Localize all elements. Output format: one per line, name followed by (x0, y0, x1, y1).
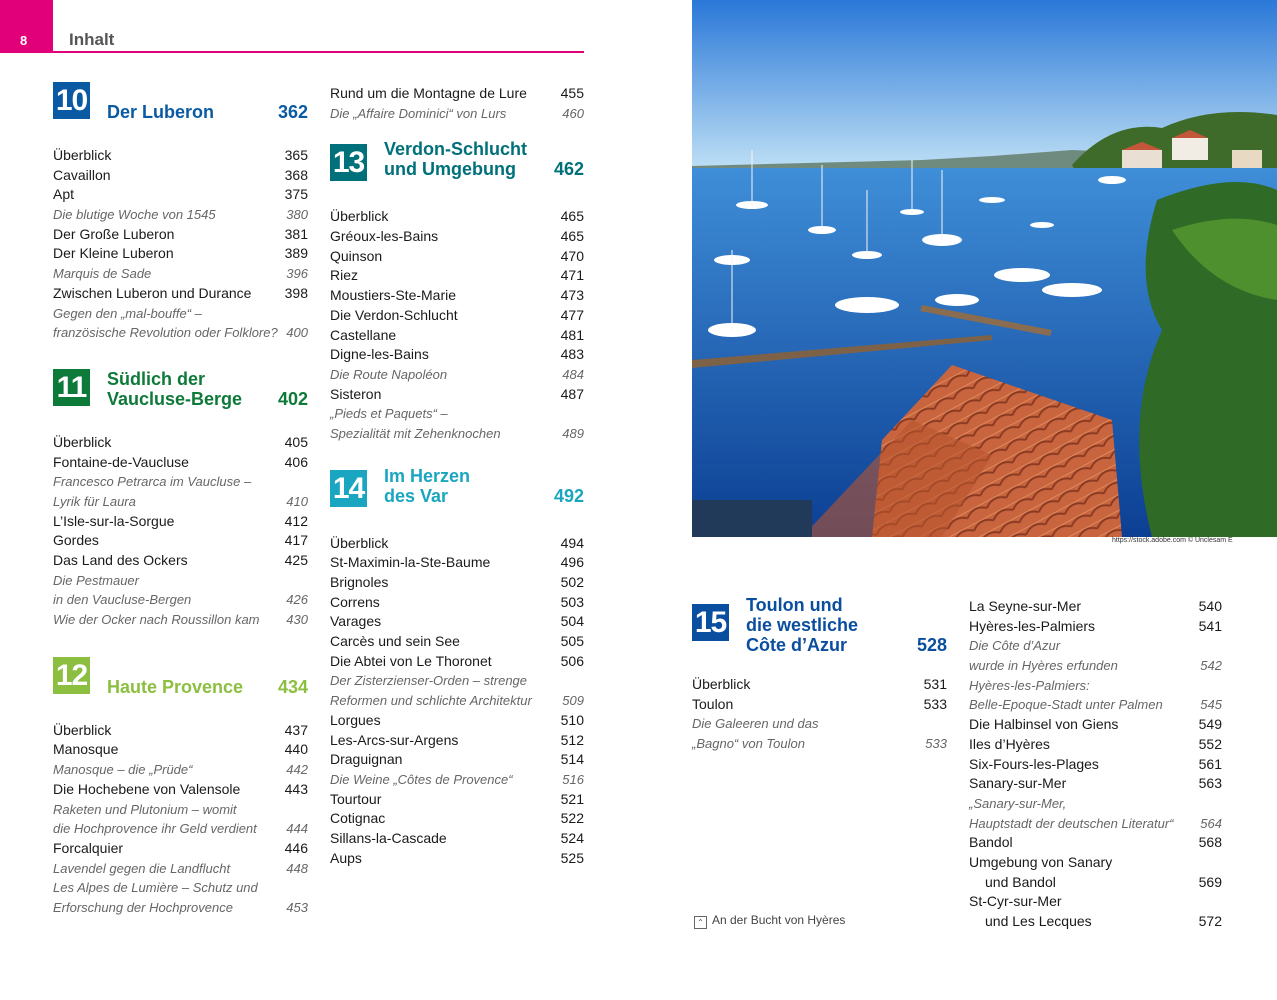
entry-page: 471 (560, 267, 584, 284)
entry-page: 489 (562, 425, 584, 441)
entry-label: Forcalquier (53, 839, 124, 856)
entry-label: Fontaine-de-Vaucluse (53, 453, 189, 470)
entry-page: 494 (560, 534, 584, 551)
entry-label: Toulon (692, 695, 734, 712)
entry-label: wurde in Hyères erfunden (969, 658, 1118, 674)
entry-page: 522 (560, 810, 584, 827)
entry-label: „Pieds et Paquets“ – (330, 406, 448, 422)
toc-entry[interactable] (53, 205, 308, 225)
toc-entry[interactable] (53, 740, 308, 760)
entry-page: 365 (284, 147, 308, 163)
entry-page: 473 (560, 287, 584, 304)
entry-label: Cotignac (330, 810, 386, 827)
entry-page: 496 (560, 554, 584, 571)
toc-entry[interactable] (969, 695, 1222, 715)
entry-page: 545 (1200, 697, 1222, 713)
toc-entry[interactable] (53, 819, 308, 839)
entry-label: Überblick (53, 147, 112, 163)
entry-page: 465 (560, 208, 584, 225)
entry-label: Die Verdon-Schlucht (330, 306, 458, 323)
toc-entry[interactable] (53, 859, 308, 879)
toc-entry[interactable] (692, 734, 947, 754)
entry-label: Iles d’Hyères (969, 735, 1050, 752)
toc-entry[interactable] (53, 800, 308, 820)
toc-entry[interactable] (330, 104, 584, 124)
toc-entry[interactable] (330, 711, 584, 731)
page-number: 8 (20, 33, 28, 48)
entry-label: Quinson (330, 247, 383, 264)
toc-entry[interactable] (330, 849, 584, 869)
toc-entry[interactable] (969, 814, 1222, 834)
entry-label: „Sanary-sur-Mer, (969, 795, 1067, 811)
entry-label: Die Pestmauer (53, 572, 139, 588)
entry-label: Lorgues (330, 711, 381, 728)
toc-column-1 (53, 82, 308, 918)
entry-label: Bandol (969, 834, 1013, 851)
chapter-number-badge: 15 (692, 604, 729, 641)
entry-label: Die Côte d’Azur (969, 638, 1061, 654)
entry-page: 516 (562, 771, 584, 787)
chapter-number-badge: 11 (53, 369, 90, 406)
entry-label: Hyères-les-Palmiers: (969, 677, 1090, 693)
entry-label: Tourtour (330, 790, 382, 807)
toc-entry[interactable] (330, 632, 584, 652)
entry-label: Correns (330, 593, 380, 610)
entry-page: 446 (284, 839, 308, 856)
toc-entry[interactable] (330, 573, 584, 593)
chapter-page: 402 (277, 388, 308, 409)
entry-page: 572 (1198, 913, 1222, 929)
entry-page: 477 (560, 306, 584, 323)
entry-label: Die „Affaire Dominici“ von Lurs (330, 105, 507, 121)
entry-page: 531 (923, 676, 947, 692)
entry-label: Belle-Epoque-Stadt unter Palmen (969, 697, 1163, 713)
entry-label: Francesco Petrarca im Vaucluse – (53, 474, 252, 490)
entry-page: 524 (560, 829, 584, 846)
toc-entry[interactable] (969, 656, 1222, 676)
entry-label: Das Land des Ockers (53, 552, 188, 568)
entry-page: 440 (284, 741, 308, 758)
entry-page: 484 (562, 366, 584, 382)
entry-page: 465 (560, 228, 584, 245)
entry-label: „Bagno“ von Toulon (692, 736, 805, 752)
toc-entry[interactable] (53, 551, 308, 571)
entry-label: Brignoles (330, 574, 389, 590)
chapter-title: Haute Provence (107, 676, 244, 697)
toc-entry[interactable] (330, 553, 584, 573)
entry-page: 509 (562, 693, 584, 709)
entry-label: Erforschung der Hochprovence (53, 899, 233, 915)
entry-label: Überblick (330, 534, 389, 551)
toc-entry[interactable] (330, 671, 584, 691)
entry-label: und Bandol (985, 873, 1056, 890)
entry-page: 563 (1198, 775, 1222, 792)
toc-entry[interactable] (53, 610, 308, 630)
entry-label: Manosque (53, 741, 119, 758)
toc-entry[interactable] (53, 571, 308, 591)
entry-page: 487 (560, 385, 584, 402)
toc-entry[interactable] (330, 345, 584, 365)
toc-entry[interactable] (330, 207, 584, 227)
entry-label: Moustiers-Ste-Marie (330, 287, 457, 304)
entry-page: 569 (1198, 873, 1222, 890)
entry-label: Gegen den „mal-bouffe“ – (53, 305, 202, 321)
entry-list (330, 84, 584, 123)
chapter-title: Toulon und die westliche Côte d’Azur (746, 595, 859, 655)
entry-page: 442 (286, 762, 308, 778)
entry-page: 564 (1200, 815, 1222, 831)
entry-page: 448 (286, 860, 308, 876)
chapter-13-heading[interactable] (330, 139, 584, 195)
entry-label: Reformen und schlichte Architektur (330, 693, 532, 709)
toc-entry[interactable] (969, 853, 1222, 873)
entry-page: 455 (560, 85, 584, 101)
chapter-10-heading[interactable] (53, 82, 308, 134)
chapter-title: Im Herzen des Var (384, 465, 471, 506)
toc-entry[interactable] (53, 512, 308, 532)
entry-page: 426 (286, 592, 308, 608)
entry-label: Sillans-la-Cascade (330, 829, 447, 846)
toc-entry[interactable] (330, 84, 584, 104)
entry-page: 525 (560, 849, 584, 866)
entry-label: Sanary-sur-Mer (969, 775, 1067, 792)
toc-entry[interactable] (330, 809, 584, 829)
toc-entry[interactable] (53, 225, 308, 245)
entry-page: 505 (560, 633, 584, 650)
entry-label: Rund um die Montagne de Lure (330, 85, 527, 101)
entry-label: die Hochprovence ihr Geld verdient (53, 821, 257, 837)
toc-entry[interactable] (53, 878, 308, 898)
toc-entry[interactable] (53, 760, 308, 780)
harbor-photo (692, 0, 1277, 537)
entry-label: Les-Arcs-sur-Argens (330, 731, 459, 748)
entry-label: St-Cyr-sur-Mer (969, 893, 1062, 910)
entry-list (692, 675, 947, 754)
entry-page: 561 (1198, 755, 1222, 772)
entry-label: Varages (330, 613, 382, 630)
entry-label: Der Große Luberon (53, 225, 175, 242)
entry-label: Überblick (330, 208, 389, 225)
entry-page: 503 (560, 593, 584, 610)
entry-page: 380 (286, 207, 308, 223)
toc-entry[interactable] (969, 597, 1222, 617)
entry-page: 425 (284, 552, 308, 568)
chapter-page: 362 (277, 102, 308, 122)
toc-entry[interactable] (969, 755, 1222, 775)
entry-label: Aups (330, 849, 362, 866)
entry-page: 504 (560, 613, 584, 630)
toc-entry[interactable] (53, 264, 308, 284)
toc-column-3 (692, 595, 947, 754)
entry-label: Les Alpes de Lumière – Schutz und (53, 880, 258, 896)
toc-entry[interactable] (53, 323, 308, 343)
entry-label: Zwischen Luberon und Durance (53, 284, 252, 301)
toc-entry[interactable] (330, 593, 584, 613)
entry-label: Die Galeeren und das (692, 716, 819, 732)
toc-entry[interactable] (330, 829, 584, 849)
toc-entry[interactable] (330, 790, 584, 810)
entry-label: Die Route Napoléon (330, 366, 448, 382)
toc-entry[interactable] (53, 304, 308, 324)
entry-label: Raketen und Plutonium – womit (53, 801, 237, 817)
toc-entry[interactable] (53, 780, 308, 800)
toc-entry[interactable] (330, 404, 584, 424)
entry-label: Sisteron (330, 385, 382, 402)
entry-page: 542 (1200, 658, 1222, 674)
entry-label: Digne-les-Bains (330, 346, 429, 363)
entry-label: Spezialität mit Zehenknochen (330, 425, 501, 441)
entry-label: französische Revolution oder Folklore? (53, 325, 278, 341)
entry-label: Gordes (53, 532, 99, 549)
header-title: Inhalt (69, 30, 115, 49)
entry-page: 540 (1198, 598, 1222, 614)
entry-page: 568 (1198, 834, 1222, 851)
toc-entry[interactable] (969, 735, 1222, 755)
toc-entry[interactable] (330, 247, 584, 267)
entry-label: L’Isle-sur-la-Sorgue (53, 512, 175, 529)
entry-label: Draguignan (330, 751, 403, 768)
entry-page: 552 (1198, 735, 1222, 752)
entry-label: Cavaillon (53, 166, 111, 183)
chapter-11-heading[interactable] (53, 369, 308, 421)
entry-page: 460 (562, 105, 584, 121)
entry-label: Lyrik für Laura (53, 493, 136, 509)
entry-page: 412 (284, 512, 308, 529)
toc-entry[interactable] (53, 244, 308, 264)
entry-page: 481 (560, 326, 584, 343)
toc-entry[interactable] (330, 286, 584, 306)
header-rule (53, 51, 584, 53)
chapter-title: Südlich der Vaucluse-Berge (107, 368, 243, 409)
entry-label: und Les Lecques (985, 913, 1092, 929)
entry-label: Wie der Ocker nach Roussillon kam (53, 612, 260, 628)
entry-label: St-Maximin-la-Ste-Baume (330, 554, 491, 571)
toc-entry[interactable] (330, 266, 584, 286)
toc-entry[interactable] (969, 715, 1222, 735)
toc-column-2 (330, 84, 584, 868)
entry-page: 444 (286, 821, 308, 837)
entry-page: 541 (1198, 617, 1222, 634)
entry-label: Castellane (330, 326, 397, 343)
entry-page: 406 (284, 453, 308, 470)
toc-entry[interactable] (330, 652, 584, 672)
toc-entry[interactable] (692, 695, 947, 715)
toc-entry[interactable] (53, 453, 308, 473)
photo-credit: https://stock.adobe.com © Unclesam E (1112, 537, 1233, 544)
entry-page: 389 (284, 245, 308, 262)
entry-list (53, 146, 308, 343)
chapter-page: 434 (277, 676, 308, 697)
toc-entry[interactable] (330, 227, 584, 247)
toc-entry[interactable] (53, 433, 308, 453)
toc-entry[interactable] (330, 612, 584, 632)
entry-page: 396 (286, 266, 308, 282)
toc-entry[interactable] (330, 385, 584, 405)
entry-label: La Seyne-sur-Mer (969, 598, 1082, 614)
entry-page: 410 (286, 493, 308, 509)
entry-page: 502 (560, 574, 584, 590)
toc-entry[interactable] (330, 326, 584, 346)
entry-page: 368 (284, 166, 308, 183)
toc-entry[interactable] (53, 185, 308, 205)
entry-label: Überblick (53, 433, 112, 450)
entry-page: 417 (284, 532, 308, 549)
toc-entry[interactable] (330, 731, 584, 751)
entry-page: 514 (560, 751, 584, 768)
entry-page: 430 (286, 612, 308, 628)
entry-label: Der Kleine Luberon (53, 245, 174, 262)
toc-entry[interactable] (330, 750, 584, 770)
entry-label: Six-Fours-les-Plages (969, 755, 1099, 772)
entry-label: Die Weine „Côtes de Provence“ (330, 771, 513, 787)
toc-column-4 (969, 597, 1222, 932)
chapter-15-heading[interactable] (692, 595, 947, 671)
entry-label: in den Vaucluse-Bergen (53, 592, 192, 608)
toc-entry[interactable] (969, 912, 1222, 932)
entry-list (53, 721, 308, 918)
toc-entry[interactable] (330, 365, 584, 385)
entry-list (53, 433, 308, 630)
entry-label: Riez (330, 267, 359, 284)
entry-page: 400 (286, 325, 308, 341)
entry-page: 533 (925, 736, 947, 752)
toc-entry[interactable] (330, 534, 584, 554)
entry-label: Der Zisterzienser-Orden – strenge (330, 673, 528, 689)
entry-label: Apt (53, 186, 75, 203)
toc-entry[interactable] (330, 770, 584, 790)
entry-label: Die blutige Woche von 1545 (53, 207, 216, 223)
entry-page: 443 (284, 780, 308, 797)
chapter-12-heading[interactable] (53, 657, 308, 709)
chapter-number-badge: 10 (53, 82, 90, 119)
toc-entry[interactable] (330, 424, 584, 444)
entry-page: 521 (560, 790, 584, 807)
chapter-title: Verdon-Schlucht und Umgebung (384, 139, 528, 180)
entry-page: 398 (284, 284, 308, 301)
toc-entry[interactable] (53, 898, 308, 918)
toc-entry[interactable] (969, 636, 1222, 656)
entry-page: 483 (560, 346, 584, 363)
photo-reference-icon: ⌃ (694, 916, 707, 929)
toc-entry[interactable] (330, 306, 584, 326)
entry-page: 549 (1198, 716, 1222, 733)
chapter-page: 462 (553, 159, 584, 180)
toc-entry[interactable] (53, 166, 308, 186)
entry-page: 510 (560, 711, 584, 728)
toc-entry[interactable] (969, 676, 1222, 696)
toc-entry[interactable] (330, 691, 584, 711)
entry-label: Die Abtei von Le Thoronet (330, 652, 492, 669)
toc-entry[interactable] (692, 675, 947, 695)
entry-page: 437 (284, 721, 308, 738)
chapter-14-heading[interactable] (330, 465, 584, 522)
chapter-number-badge: 12 (53, 657, 90, 694)
photo-caption: ⌃ An der Bucht von Hyères (694, 913, 845, 929)
toc-entry[interactable] (969, 774, 1222, 794)
chapter-number-badge: 14 (330, 470, 367, 507)
entry-label: Marquis de Sade (53, 266, 152, 282)
chapter-title: Der Luberon (107, 102, 215, 122)
entry-page: 506 (560, 652, 584, 669)
toc-entry[interactable] (969, 617, 1222, 637)
entry-label: Manosque – die „Prüde“ (53, 762, 193, 778)
entry-label: Die Halbinsel von Giens (969, 716, 1119, 733)
toc-entry[interactable] (53, 531, 308, 551)
toc-entry[interactable] (969, 794, 1222, 814)
entry-label: Überblick (692, 676, 751, 692)
entry-list (969, 597, 1222, 932)
entry-page: 381 (284, 225, 308, 242)
toc-entry[interactable] (53, 492, 308, 512)
entry-list (330, 534, 584, 869)
toc-entry[interactable] (53, 472, 308, 492)
entry-label: Hyères-les-Palmiers (969, 617, 1096, 634)
toc-entry[interactable] (969, 873, 1222, 893)
toc-entry[interactable] (969, 833, 1222, 853)
toc-entry[interactable] (53, 721, 308, 741)
entry-label: Die Hochebene von Valensole (53, 780, 241, 797)
entry-page: 453 (286, 899, 308, 915)
toc-entry[interactable] (53, 284, 308, 304)
entry-page: 533 (923, 695, 947, 712)
entry-label: Umgebung von Sanary (969, 853, 1113, 870)
entry-page: 375 (284, 186, 308, 203)
entry-page: 512 (560, 731, 584, 748)
chapter-page: 528 (916, 635, 947, 655)
entry-label: Gréoux-les-Bains (330, 228, 439, 245)
entry-label: Überblick (53, 721, 112, 738)
toc-entry[interactable] (53, 590, 308, 610)
page-number-box (0, 0, 53, 53)
toc-entry[interactable] (53, 146, 308, 166)
entry-page: 405 (284, 433, 308, 450)
entry-list (330, 207, 584, 443)
toc-entry[interactable] (692, 714, 947, 734)
entry-label: Lavendel gegen die Landflucht (53, 860, 231, 876)
entry-label: Carcès und sein See (330, 633, 460, 650)
toc-entry[interactable] (969, 892, 1222, 912)
entry-page: 470 (560, 247, 584, 264)
chapter-number-badge: 13 (330, 144, 367, 181)
entry-label: Hauptstadt der deutschen Literatur“ (969, 815, 1174, 831)
harbor-illustration (692, 0, 1277, 537)
chapter-page: 492 (553, 485, 584, 506)
toc-entry[interactable] (53, 839, 308, 859)
